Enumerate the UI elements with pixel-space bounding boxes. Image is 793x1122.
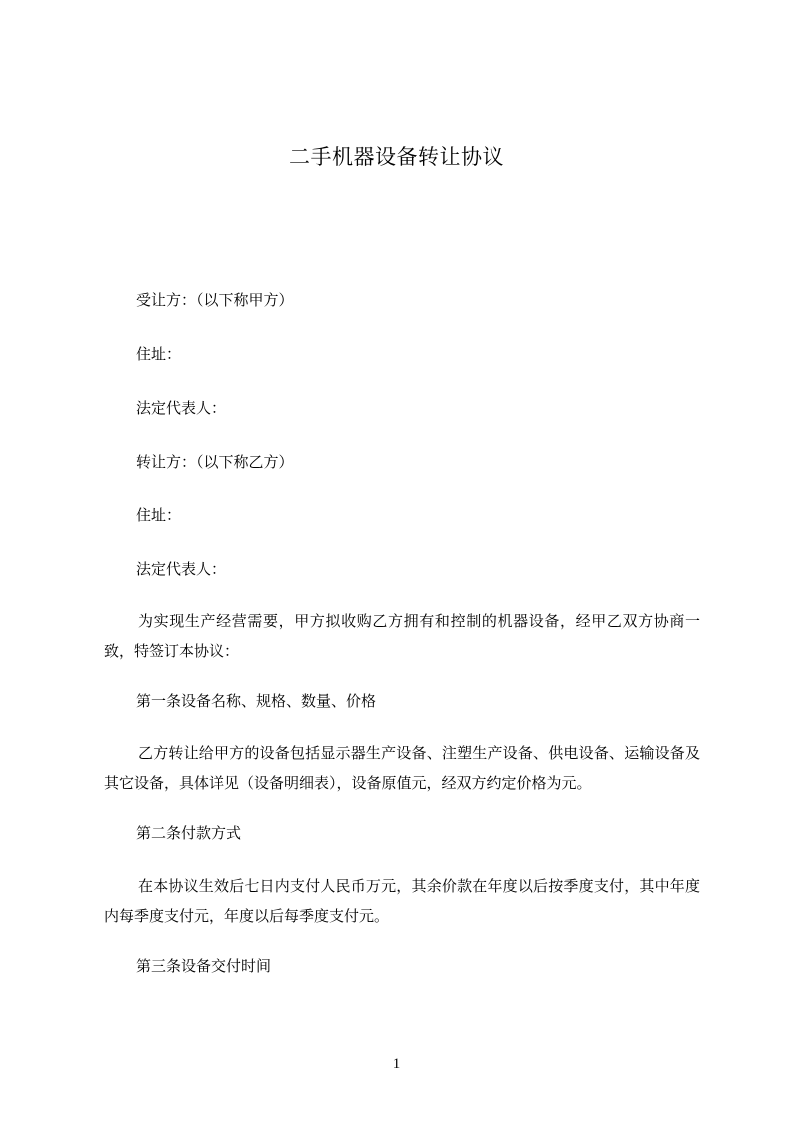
transferee-representative-line: 法定代表人： [136,399,227,417]
intro-paragraph: 为实现生产经营需要，甲方拟收购乙方拥有和控制的机器设备，经甲乙双方协商一致，特签订本协议： [104,612,700,660]
document-title: 二手机器设备转让协议 [289,145,504,169]
article-2-body: 在本协议生效后七日内支付人民币万元，其余价款在年度以后按季度支付，其中年度内每季度支付元，年度以后每季度支付元。 [104,877,700,925]
transferee-address-line: 住址： [136,345,182,363]
article-3-heading: 第三条设备交付时间 [136,957,272,975]
article-2-heading: 第二条付款方式 [136,824,242,842]
article-1-heading: 第一条设备名称、规格、数量、价格 [136,692,377,710]
page-number: 1 [392,1056,401,1072]
transferor-line: 转让方：（以下称乙方） [136,453,294,471]
article-1-body: 乙方转让给甲方的设备包括显示器生产设备、注塑生产设备、供电设备、运输设备及其它设备，具体详见（设备明细表），设备原值元，经双方约定价格为元。 [104,744,700,792]
transferor-address-line: 住址： [136,506,182,524]
transferee-line: 受让方：（以下称甲方） [136,291,294,309]
transferor-representative-line: 法定代表人： [136,560,227,578]
